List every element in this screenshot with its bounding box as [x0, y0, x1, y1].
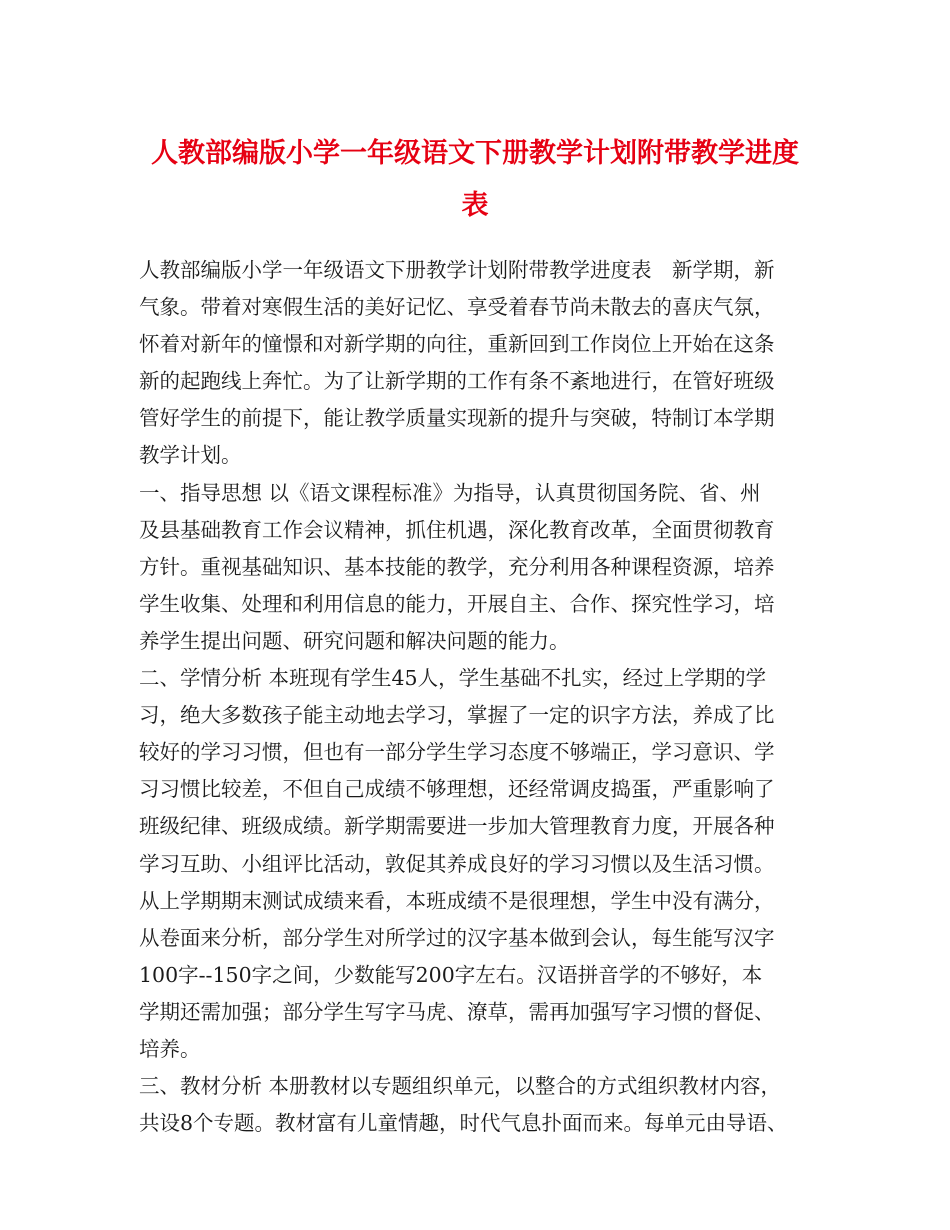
body-line: 共设8个专题。教材富有儿童情趣，时代气息扑面而来。每单元由导语、	[139, 1111, 788, 1136]
body-line: 方针。重视基础知识、基本技能的教学，充分利用各种课程资源，培养	[139, 554, 775, 579]
body-line: 养学生提出问题、研究问题和解决问题的能力。	[139, 628, 570, 653]
body-line: 气象。带着对寒假生活的美好记忆、享受着春节尚未散去的喜庆气氛，	[139, 295, 775, 320]
body-line: 管好学生的前提下，能让教学质量实现新的提升与突破，特制订本学期	[139, 406, 775, 431]
body-line: 怀着对新年的憧憬和对新学期的向往，重新回到工作岗位上开始在这条	[139, 332, 775, 357]
body-line: 班级纪律、班级成绩。新学期需要进一步加大管理教育力度，开展各种	[139, 814, 775, 839]
body-line: 习，绝大多数孩子能主动地去学习，掌握了一定的识字方法，养成了比	[139, 703, 775, 728]
body-line: 较好的学习习惯，但也有一部分学生学习态度不够端正，学习意识、学	[139, 740, 775, 765]
body-line: 教学计划。	[139, 443, 242, 468]
body-line: 学习互助、小组评比活动，敦促其养成良好的学习习惯以及生活习惯。	[139, 851, 775, 876]
section-heading-line: 二、学情分析 本班现有学生45人，学生基础不扎实，经过上学期的学	[139, 666, 767, 691]
title-line: 人教部编版小学一年级语文下册教学计划附带教学进度	[151, 138, 799, 169]
document-body	[139, 252, 819, 1142]
section-heading-line: 三、教材分析 本册教材以专题组织单元，以整合的方式组织教材内容，	[139, 1074, 782, 1099]
body-line: 及县基础教育工作会议精神，抓住机遇，深化教育改革，全面贯彻教育	[139, 517, 775, 542]
title-line: 表	[461, 190, 489, 221]
body-line: 学期还需加强；部分学生写字马虎、潦草，需再加强写字习惯的督促、	[139, 999, 775, 1024]
body-line: 习习惯比较差，不但自己成绩不够理想，还经常调皮捣蛋，严重影响了	[139, 777, 775, 802]
body-line: 学生收集、处理和利用信息的能力，开展自主、合作、探究性学习，培	[139, 591, 775, 616]
document-title	[130, 128, 820, 232]
body-line: 新的起跑线上奔忙。为了让新学期的工作有条不紊地进行，在管好班级	[139, 369, 775, 394]
body-line: 从卷面来分析，部分学生对所学过的汉字基本做到会认，每生能写汉字	[139, 925, 775, 950]
body-line: 培养。	[139, 1036, 201, 1061]
body-line: 人教部编版小学一年级语文下册教学计划附带教学进度表 新学期，新	[139, 258, 775, 282]
section-heading-line: 一、指导思想 以《语文课程标准》为指导，认真贯彻国务院、省、州	[139, 480, 761, 505]
body-line: 从上学期期末测试成绩来看，本班成绩不是很理想，学生中没有满分，	[139, 888, 775, 913]
body-line: 100字--150字之间，少数能写200字左右。汉语拼音学的不够好，本	[139, 962, 763, 987]
